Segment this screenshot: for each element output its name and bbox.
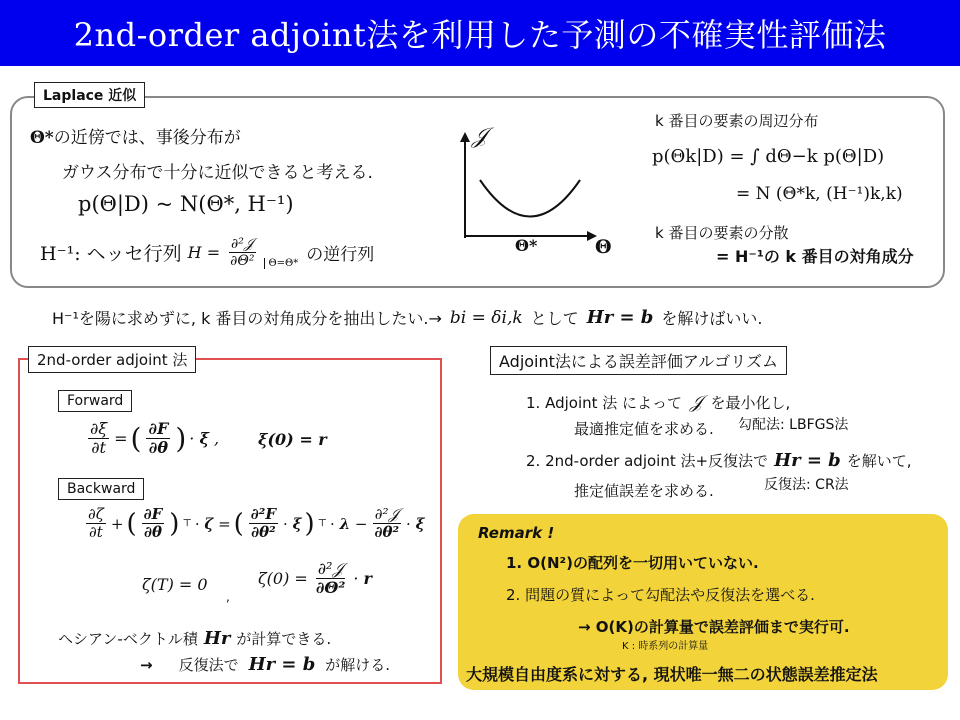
solve-expr: Hr = b — [248, 654, 316, 675]
variance-equation: = H⁻¹の k 番目の対角成分 — [716, 247, 914, 266]
forward-init: ξ(0) = r — [258, 430, 327, 449]
forward-equation: $\frac{\partial\xi}{\partial t}$ = ( $\frac{\partial F}{\partial\theta}$ ) · ξ , — [90, 419, 220, 458]
middle-mid: として — [530, 309, 579, 328]
hessian-fraction: $\frac{\text{∂²𝒥}}{\text{∂Θ²}}$ — [230, 236, 255, 270]
page-title: 2nd-order adjoint法を利用した予測の不確実性評価法 — [0, 0, 960, 66]
hessian-eval-point: Θ=Θ* — [264, 258, 300, 269]
hessian-definition: H = — [187, 243, 221, 263]
variance-title: k 番目の要素の分散 — [655, 224, 789, 242]
step1-note: 勾配法: LBFGS法 — [738, 417, 849, 433]
laplace-line1-text: の近傍では、事後分布が — [53, 128, 241, 148]
solve-post: が解ける. — [325, 656, 391, 674]
solve-line — [140, 654, 390, 675]
backward-init-fraction: $\frac{\text{∂²𝒥}}{\text{∂Θ²}}$ — [315, 559, 346, 598]
algorithm-label: Adjoint法による誤差評価アルゴリズム — [490, 346, 787, 375]
step1-sym: 𝒥 — [690, 392, 703, 413]
graph-y-label: 𝒥 — [472, 124, 488, 149]
adjoint-label: 2nd-order adjoint 法 — [28, 346, 196, 373]
hr-text-pre: ヘシアン-ベクトル積 — [58, 630, 198, 648]
step1-a: 1. Adjoint 法 によって — [526, 394, 683, 412]
middle-prefix: H⁻¹を陽に求めずに, k 番目の対角成分を抽出したい.→ — [52, 309, 442, 328]
step2-expr: Hr = b — [774, 450, 841, 471]
step2-c: 推定値誤差を求める. — [574, 482, 714, 500]
backward-init-2-group: ζ(0) = $\frac{\text{∂²𝒥}}{\text{∂Θ²}}$ · r — [258, 559, 372, 598]
marginal-equation-2: = N (Θ*k, (H⁻¹)k,k) — [736, 184, 903, 204]
theta-star: Θ* — [30, 128, 54, 148]
backward-equation: $\frac{\partial\zeta}{\partial t}$ + ( $\frac{\partial F}{\partial\theta}$ ) ⊤ · ζ = ( $\frac{\text{∂²F}}{\text{∂θ²}}$ · ξ ) ⊤ · λ − $\frac{\text{∂²𝒥}}{\text{∂θ²}}$ · ξ — [88, 505, 425, 542]
step2-a: 2. 2nd-order adjoint 法+反復法で — [526, 452, 769, 470]
laplace-line1 — [30, 123, 241, 148]
algorithm-step1 — [526, 392, 790, 413]
solve-arrow: → — [140, 655, 153, 674]
middle-eq1: bi = δi,k — [449, 307, 523, 328]
graph-curve — [480, 180, 580, 217]
marginal-equation-1: p(Θk|D) = ∫ dΘ−k p(Θ|D) — [652, 146, 885, 167]
hinv-label: H⁻¹: ヘッセ行列 — [40, 243, 182, 266]
backward-init-1: ζ(T) = 0 — [142, 575, 208, 594]
remark-title: Remark ! — [478, 524, 555, 542]
algorithm-step2 — [526, 450, 912, 471]
remark-item3: → O(K)の計算量で誤差評価まで実行可. — [578, 618, 850, 636]
hr-text-post: が計算できる. — [236, 630, 332, 648]
backward-init-2: ζ(0) = — [258, 569, 308, 589]
step1-c: 最適推定値を求める. — [574, 420, 714, 438]
laplace-label: Laplace 近似 — [34, 82, 145, 108]
forward-dF-dtheta: $\frac{\partial F}{\partial\theta}$ — [148, 419, 169, 458]
marginal-title: k 番目の要素の周辺分布 — [655, 112, 819, 130]
backward-dzeta-dt: $\frac{\partial\zeta}{\partial t}$ — [88, 505, 104, 542]
backward-init-comma: , — [226, 590, 230, 604]
backward-d2F-dtheta2: $\frac{\text{∂²F}}{\text{∂θ²}}$ — [250, 505, 277, 542]
step2-b: を解いて, — [846, 452, 912, 470]
posterior-equation: p(Θ|D) ~ N(Θ*, H⁻¹) — [78, 192, 294, 216]
remark-item2: 2. 問題の質によって勾配法や反復法を選べる. — [506, 586, 815, 604]
graph-x-label: Θ — [595, 236, 612, 258]
step1-b: を最小化し, — [710, 394, 791, 412]
step2-note: 反復法: CR法 — [764, 477, 849, 493]
remark-conclusion: 大規模自由度系に対する, 現状唯一無二の状態誤差推定法 — [466, 665, 878, 684]
backward-d2J-dtheta2: $\frac{\text{∂²𝒥}}{\text{∂θ²}}$ — [374, 505, 400, 542]
graph-y-arrow — [460, 132, 470, 142]
middle-eq2: Hr = b — [586, 307, 654, 328]
remark-item3-note: K : 時系列の計算量 — [622, 641, 709, 652]
middle-suffix: を解けばいい. — [661, 309, 763, 328]
hessian-inverse-line — [40, 236, 374, 269]
forward-dxi-dt: $\frac{\partial\xi}{\partial t}$ — [90, 419, 108, 458]
hr-expr: Hr — [203, 628, 231, 649]
hessian-vector-line — [58, 628, 331, 649]
backward-dF-dtheta: $\frac{\partial F}{\partial\theta}$ — [143, 505, 163, 542]
solve-pre: 反復法で — [178, 656, 239, 674]
graph-min-label: Θ* — [515, 236, 538, 255]
middle-line — [52, 306, 762, 329]
remark-item1: 1. O(N²)の配列を一切用いていない. — [506, 554, 759, 572]
laplace-line2: ガウス分布で十分に近似できると考える. — [62, 163, 373, 183]
forward-label: Forward — [58, 390, 132, 412]
hinv-suffix: の逆行列 — [306, 245, 375, 266]
backward-label: Backward — [58, 478, 144, 500]
